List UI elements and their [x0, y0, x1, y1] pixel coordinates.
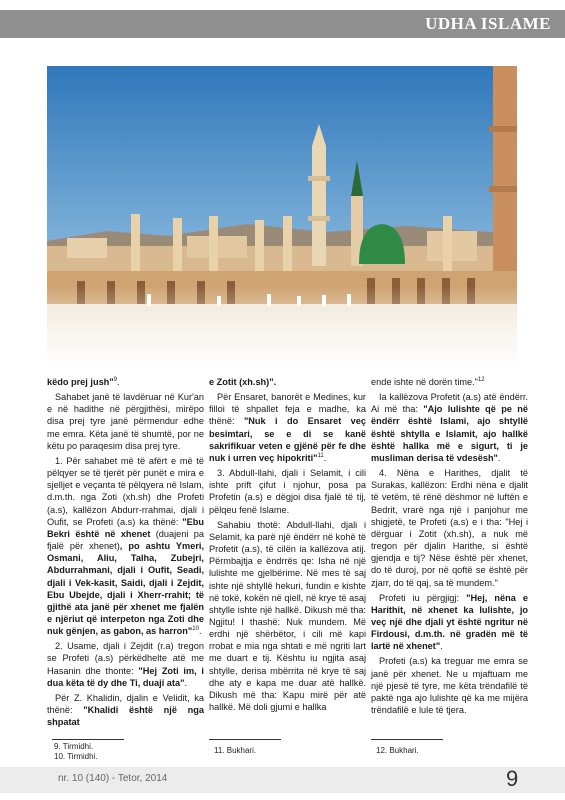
quote-text: "Hej Zoti im, i dua këta të dy dhe Ti, duaji ata" [47, 665, 204, 688]
footnote-ref: 9 [113, 376, 117, 383]
paragraph: Profeti (a.s) ka treguar me emra se janë për xhenet. Ne u mjaftuam me një pjesë të tyre, me këta trëndafilë të paktë nga ajo lulishte që ka me mijëra trëndafilë e lule të tjera. [371, 656, 528, 716]
text: . [440, 641, 443, 652]
text-column-1 [47, 376, 204, 731]
paragraph [209, 376, 366, 388]
text: . [198, 626, 202, 637]
paragraph: Sahabiu thotë: Abdull-llahi, djali i Selamit, ka parë një ëndërr në kohë të Profetit (a.s), të cilën ia kallëzova atij. Përmbajtja e ëndrrës qe: Isha në një lulishte me gjelbërime. Në mes të saj ishte një shtyllë hekuri, fundin e kishte në tokë, kokën në qiell, në krye të asaj shtylle ishte një hallkë. Dikush më tha: Ngjitu! I thashë: Nuk mundem. Më erdhi një shërbëtor, i cili më kapi rrobat e mia nga shtati e më ngriti lart me duart e tij. Kështu iu ngjita asaj shtylle, derisa mbërrita në krye të saj dhe aty e kapa me duar atë hallkë. Dikush më tha: Kapu mirë për atë hallkë. Më doli gjumi e hallka [209, 519, 366, 713]
footnote: 9. Tirmidhi. [54, 742, 94, 751]
paragraph: 3. Abdull-llahi, djali i Selamit, i cili ishte prift çifut i njohur, posa pa Profetin (a.s) e dëgjoi disa fjalë të tij, pëlqeu fenë Islame. [209, 468, 366, 515]
text-column-3 [371, 376, 528, 719]
quote-text: "Ajo lulishte që pe në ëndërr është Islami, ajo shtyllë është shtylla e Islamit, ajo hallkë është hallka më e sigurt, ti je musliman derisa të vdesësh" [371, 404, 528, 463]
paragraph [47, 692, 204, 728]
page-number: 9 [506, 766, 519, 791]
quote-text: "Ebu Bekri është në xhenet [47, 516, 204, 539]
quote-text: e Zotit (xh.sh)". [209, 377, 277, 387]
footnote-rule [209, 739, 281, 740]
text: Për Z. Khalidin, djalin e Velidit, ka thënë: [47, 692, 204, 716]
text: 1. Për sahabet më të afërt e më të pëlqyer se të tjerët për punët e mira e sjelljet e veçanta të pëlqyera në Islam, d.m.th. nga Zoti (xh.sh) dhe Profeti (a.s), kallëzon Abdurr-rrahmai, djali i Oufit, se Profeti (a.s) ka thënë: [47, 455, 204, 527]
text: (duajeni pa fjalë për xhenet) [47, 528, 204, 552]
text: Ia kallëzova Profetit (a.s) atë ëndërr. Ai më tha: [371, 392, 528, 415]
text: Për Ensaret, banorët e Medines, kur filloi të shpallet feja e madhe, ka thënë: [209, 392, 366, 427]
paragraph [371, 592, 528, 653]
quote-text: "Khalidi është një nga shpatat [47, 705, 204, 728]
footnote-ref: 12 [477, 376, 485, 383]
paragraph: Sahabet janë të lavdëruar në Kur'an e në hadithe në përgjithësi, mirëpo disa prej tyre janë përmendur edhe me emra. Këta janë të shumtë, por ne këtu po paraqesim disa prej tyre. [47, 392, 204, 451]
quote-text: "Hej, nëna e Harithit, në xhenet ka lulishte, jo veç një dhe djali yt është ngritur në Firdousi, d.m.th. në gradën më të lartë në xhenet" [371, 592, 528, 652]
paragraph [47, 455, 204, 637]
text: . [184, 677, 188, 688]
quote-text: "Nuk i do Ensaret veç besimtari, se e di se kanë sakrifikuar veten e gjënë për fe dhe nuk i urren veç hipokriti" [209, 416, 366, 463]
text: . [117, 377, 120, 387]
text-column-2 [209, 376, 366, 716]
paragraph [371, 391, 528, 464]
text: . [323, 452, 327, 463]
footnote-ref: 10 [192, 626, 199, 633]
footnote: 12. Bukhari. [376, 746, 419, 755]
footnote: 10. Tirmidhi. [54, 752, 98, 761]
footnote-rule [371, 739, 443, 740]
footnote-rule [52, 739, 124, 740]
quote-text: këdo prej jush" [47, 377, 114, 387]
text: ende ishte në dorën time." [371, 377, 478, 387]
quote-text: , po ashtu Ymeri, Osmani, Aliu, Talha, Zubejri, Abdurrahmani, djali i Oufit, Seadi, djali i Vek-kasit, Saidi, djali i Zejdit, Ebu Ubejde, djali i Xherr-rrahit; të gjithë ata janë për xhenet me fjalën e njëriut që interpeton nga Zoti dhe nuk gënjen, as gabon, as harron" [47, 541, 205, 637]
magazine-title: UDHA ISLAME [425, 14, 551, 33]
footnote-ref: 11 [317, 452, 324, 459]
paragraph [371, 376, 528, 388]
paragraph: 4. Nëna e Harithes, djalit të Surakas, kallëzon: Erdhi nëna e djalit të vetëm, të rënë dëshmor në luftën e Bedrit, vrarë nga një i panjohur me shigjetë, te Profeti (a.s) e i tha: "Hej i dërguar i Zotit (xh.sh), a nuk më tregon për djalin Harithe, si është gjendja e tij? Nëse është për xhenet, do të duroj, por në qoftë se është për zjarr, do të qaj, sa të mundem." [371, 468, 528, 588]
issue-label: nr. 10 (140) - Tetor, 2014 [58, 773, 168, 784]
paragraph [209, 391, 366, 464]
text: Profeti iu përgjigj: [379, 592, 467, 603]
text: 2. Usame, djali i Zejdit (r.a) tregon se Profeti (a.s) përkëdhelte atë me Hasanin dhe thonte: [47, 641, 204, 676]
mosque-photo [47, 66, 517, 366]
paragraph [47, 376, 204, 388]
text: . [497, 452, 501, 463]
footnote: 11. Bukhari. [214, 746, 257, 755]
paragraph [47, 640, 204, 689]
